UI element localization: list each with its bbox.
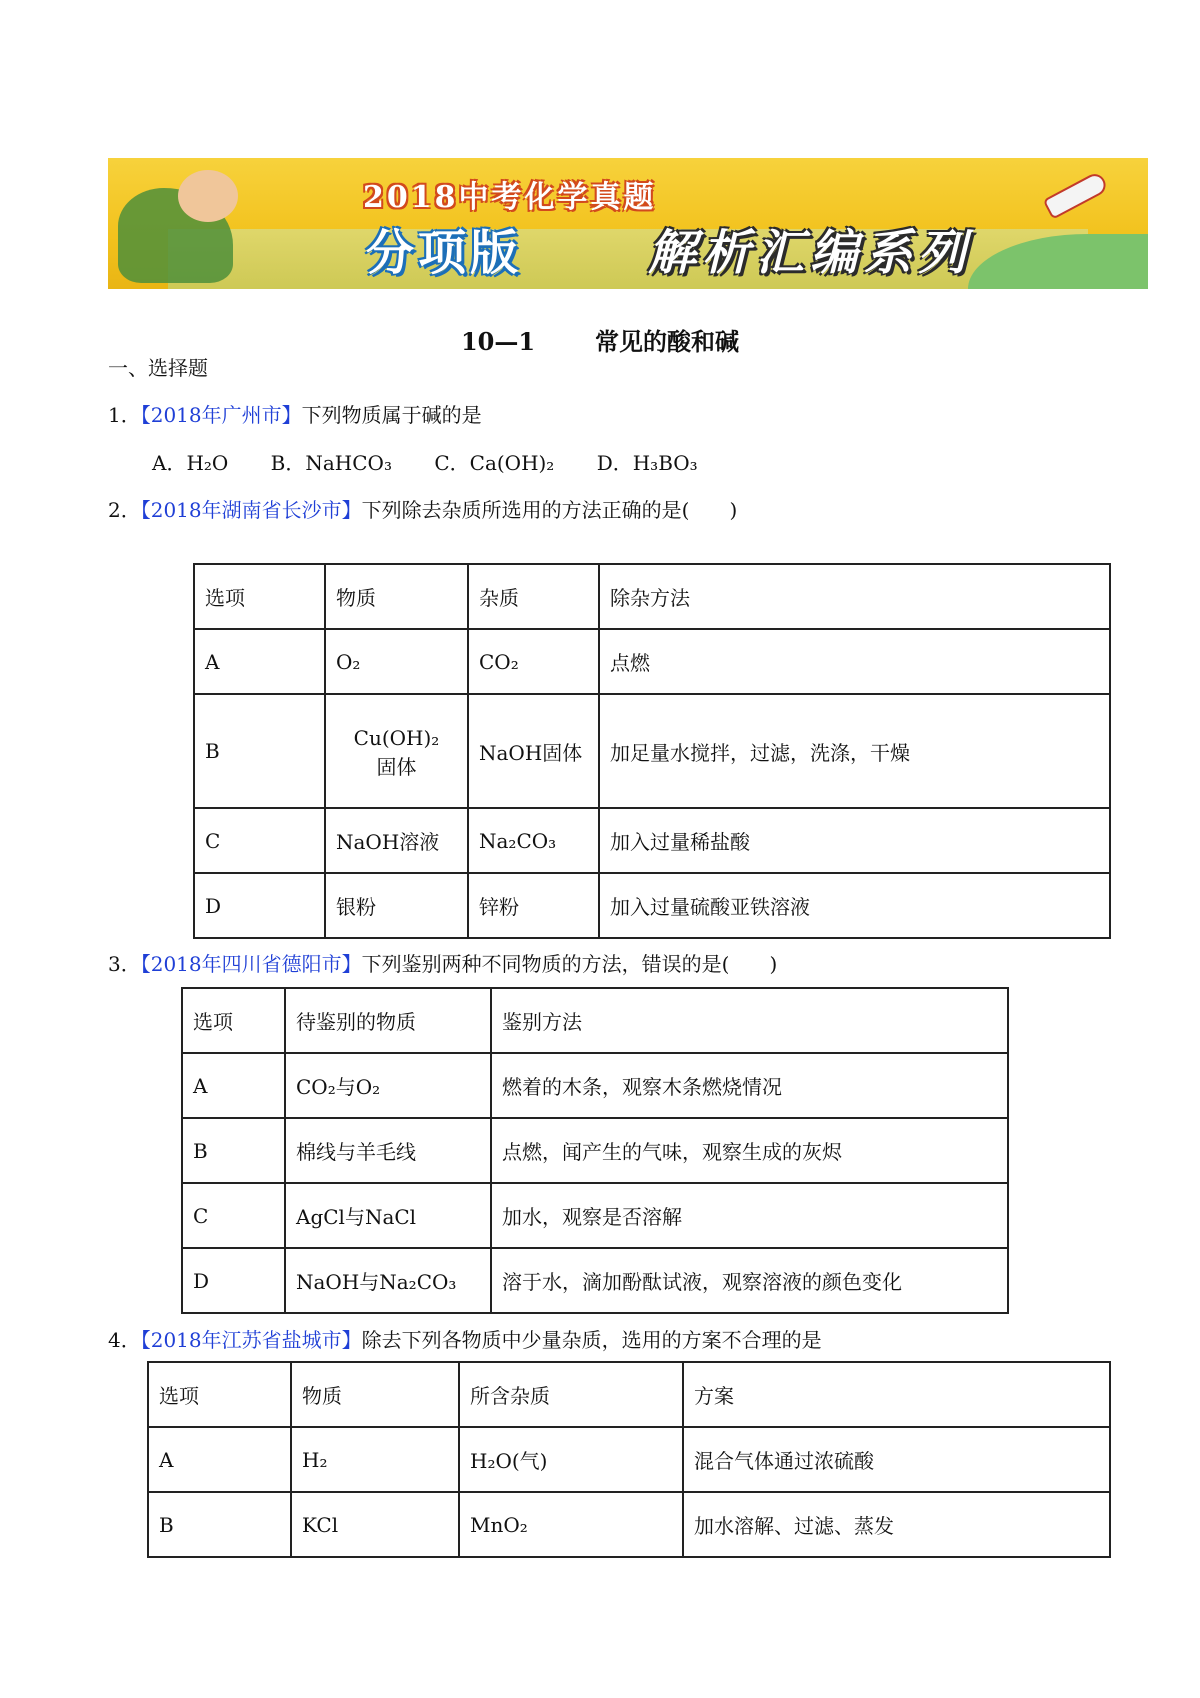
table-cell: Na₂CO₃ xyxy=(468,808,599,873)
table-cell: C xyxy=(182,1183,285,1248)
table-row xyxy=(148,1492,1110,1557)
table-cell: 加水，观察是否溶解 xyxy=(491,1183,1008,1248)
question-stem: 下列除去杂质所选用的方法正确的是( ) xyxy=(361,498,738,522)
table-header: 物质 xyxy=(291,1362,459,1427)
question-4 xyxy=(108,1324,822,1353)
table-cell: KCl xyxy=(291,1492,459,1557)
question-stem: 下列物质属于碱的是 xyxy=(301,403,482,427)
table-cell: B xyxy=(194,694,325,808)
question-number: 3． xyxy=(108,952,141,976)
table-cell: NaOH与Na₂CO₃ xyxy=(285,1248,491,1313)
table-header-row xyxy=(182,988,1008,1053)
table-row xyxy=(148,1427,1110,1492)
option-a: A．H₂O xyxy=(152,451,229,475)
table-row xyxy=(182,1183,1008,1248)
table-cell: NaOH溶液 xyxy=(325,808,468,873)
table-cell: C xyxy=(194,808,325,873)
question-3-table xyxy=(181,987,1009,1314)
table-row xyxy=(194,629,1110,694)
option-c: C．Ca(OH)₂ xyxy=(434,451,555,475)
table-cell: NaOH固体 xyxy=(468,694,599,808)
table-header: 鉴别方法 xyxy=(491,988,1008,1053)
table-row xyxy=(194,873,1110,938)
section-heading: 一、选择题 xyxy=(108,356,208,380)
question-2 xyxy=(108,494,737,523)
table-header: 所含杂质 xyxy=(459,1362,683,1427)
header-banner xyxy=(108,158,1148,289)
table-cell: A xyxy=(182,1053,285,1118)
table-cell: D xyxy=(194,873,325,938)
table-cell: 混合气体通过浓硫酸 xyxy=(683,1427,1110,1492)
table-cell: MnO₂ xyxy=(459,1492,683,1557)
table-cell: AgCl与NaCl xyxy=(285,1183,491,1248)
question-source: 【2018年广州市】 xyxy=(140,403,302,427)
title-text: 常见的酸和碱 xyxy=(595,327,740,356)
table-cell: D xyxy=(182,1248,285,1313)
table-cell: 锌粉 xyxy=(468,873,599,938)
question-1 xyxy=(108,399,482,428)
table-cell: 加入过量硫酸亚铁溶液 xyxy=(599,873,1110,938)
table-row xyxy=(182,1053,1008,1118)
table-cell: 溶于水，滴加酚酞试液，观察溶液的颜色变化 xyxy=(491,1248,1008,1313)
table-row xyxy=(182,1248,1008,1313)
question-4-table xyxy=(147,1361,1111,1558)
table-cell: A xyxy=(194,629,325,694)
question-source: 【2018年江苏省盐城市】 xyxy=(140,1328,362,1352)
table-cell: CO₂ xyxy=(468,629,599,694)
table-header-row xyxy=(148,1362,1110,1427)
question-source: 【2018年湖南省长沙市】 xyxy=(140,498,362,522)
table-cell: Cu(OH)₂ 固体 xyxy=(325,694,468,808)
table-cell: 棉线与羊毛线 xyxy=(285,1118,491,1183)
banner-line2a: 分项版 xyxy=(366,225,523,281)
question-2-table xyxy=(193,563,1111,939)
question-number: 2． xyxy=(108,498,141,522)
table-cell: H₂O(气) xyxy=(459,1427,683,1492)
boy-face-illustration xyxy=(178,170,238,222)
table-header: 选项 xyxy=(182,988,285,1053)
table-cell: 加足量水搅拌，过滤，洗涤，干燥 xyxy=(599,694,1110,808)
question-source: 【2018年四川省德阳市】 xyxy=(140,952,362,976)
question-1-options xyxy=(152,447,734,476)
table-row xyxy=(194,808,1110,873)
question-number: 4． xyxy=(108,1328,141,1352)
table-cell: 燃着的木条，观察木条燃烧情况 xyxy=(491,1053,1008,1118)
question-3 xyxy=(108,948,777,977)
banner-line2b: 解析汇编系列 xyxy=(648,225,973,281)
table-header-row xyxy=(194,564,1110,629)
table-cell: O₂ xyxy=(325,629,468,694)
table-cell: H₂ xyxy=(291,1427,459,1492)
table-row xyxy=(194,694,1110,808)
table-cell: A xyxy=(148,1427,291,1492)
option-b: B．NaHCO₃ xyxy=(270,451,392,475)
table-header: 选项 xyxy=(194,564,325,629)
table-header: 选项 xyxy=(148,1362,291,1427)
option-d: D．H₃BO₃ xyxy=(596,451,698,475)
rocket-icon xyxy=(1043,170,1110,219)
table-cell: 加水溶解、过滤、蒸发 xyxy=(683,1492,1110,1557)
table-cell: 点燃 xyxy=(599,629,1110,694)
table-header: 除杂方法 xyxy=(599,564,1110,629)
table-cell: 加入过量稀盐酸 xyxy=(599,808,1110,873)
question-stem: 除去下列各物质中少量杂质，选用的方案不合理的是 xyxy=(361,1328,822,1352)
table-header: 物质 xyxy=(325,564,468,629)
table-header: 待鉴别的物质 xyxy=(285,988,491,1053)
table-cell: B xyxy=(182,1118,285,1183)
banner-line1: 2018中考化学真题 xyxy=(363,180,657,215)
title-number: 10—1 xyxy=(460,327,536,356)
question-number: 1． xyxy=(108,403,141,427)
question-stem: 下列鉴别两种不同物质的方法，错误的是( ) xyxy=(361,952,778,976)
table-cell: B xyxy=(148,1492,291,1557)
table-cell: CO₂与O₂ xyxy=(285,1053,491,1118)
table-cell: 点燃，闻产生的气味，观察生成的灰烬 xyxy=(491,1118,1008,1183)
table-header: 方案 xyxy=(683,1362,1110,1427)
table-header: 杂质 xyxy=(468,564,599,629)
table-row xyxy=(182,1118,1008,1183)
table-cell: 银粉 xyxy=(325,873,468,938)
